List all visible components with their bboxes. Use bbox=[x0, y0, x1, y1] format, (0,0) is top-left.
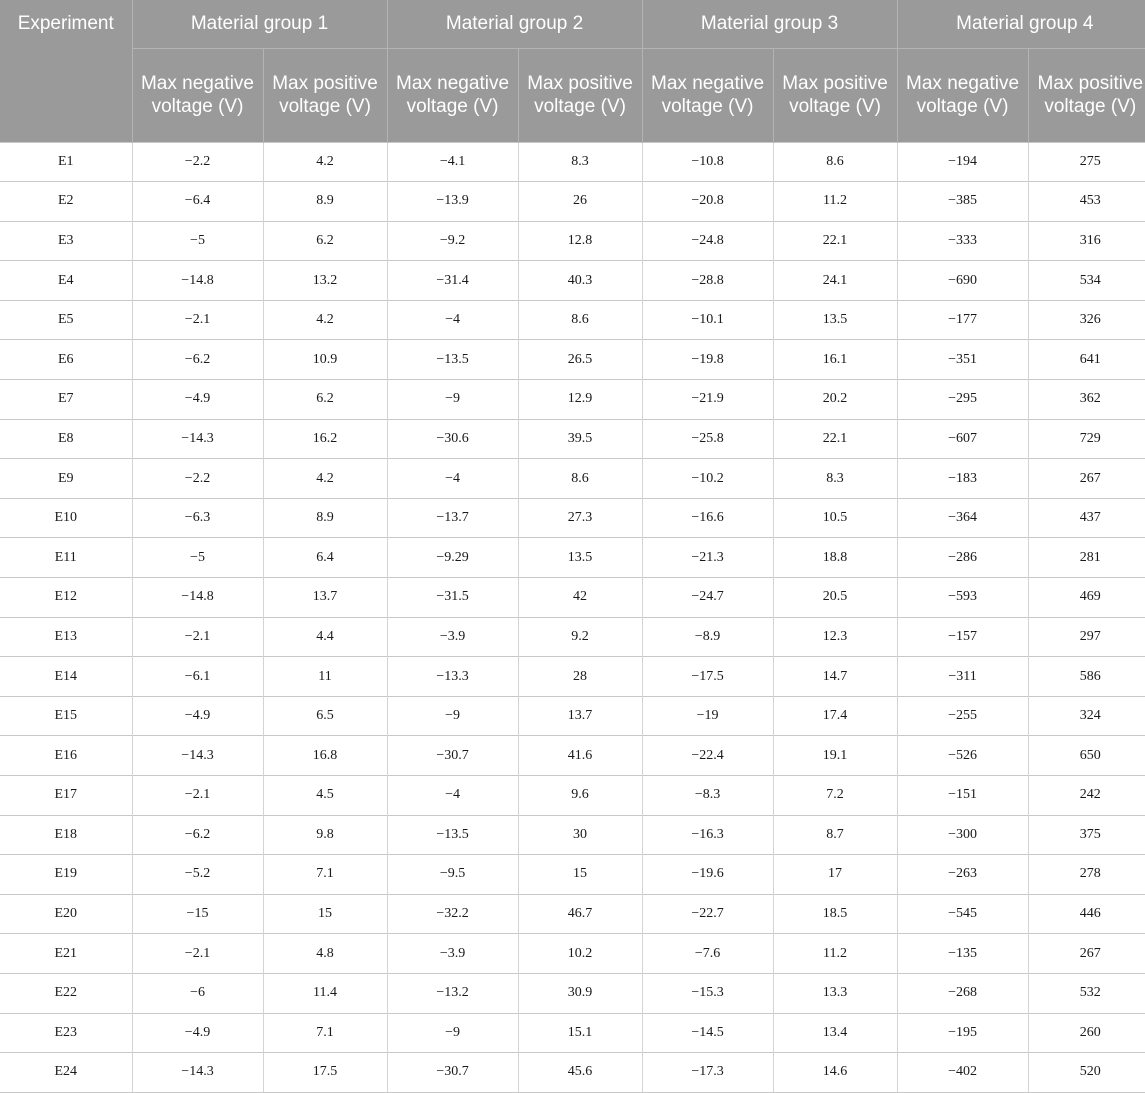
max-positive-voltage-header: Max positive voltage (V) bbox=[1028, 48, 1145, 142]
group-1-max-positive-cell: 4.2 bbox=[263, 459, 387, 499]
max-negative-voltage-header: Max negative voltage (V) bbox=[387, 48, 518, 142]
experiment-cell: E7 bbox=[0, 380, 132, 420]
group-4-max-positive-cell: 316 bbox=[1028, 221, 1145, 261]
group-2-max-positive-cell: 41.6 bbox=[518, 736, 642, 776]
group-3-max-negative-cell: −22.4 bbox=[642, 736, 773, 776]
group-3-max-positive-cell: 20.2 bbox=[773, 380, 897, 420]
group-4-max-negative-cell: −364 bbox=[897, 498, 1028, 538]
table-row bbox=[0, 419, 1145, 459]
group-4-max-positive-cell: 520 bbox=[1028, 1053, 1145, 1093]
group-1-max-positive-cell: 17.5 bbox=[263, 1053, 387, 1093]
group-4-max-positive-cell: 437 bbox=[1028, 498, 1145, 538]
group-4-max-negative-cell: −286 bbox=[897, 538, 1028, 578]
group-2-max-positive-cell: 40.3 bbox=[518, 261, 642, 301]
table-row bbox=[0, 300, 1145, 340]
group-1-max-positive-cell: 6.2 bbox=[263, 221, 387, 261]
group-3-max-positive-cell: 8.7 bbox=[773, 815, 897, 855]
group-1-max-negative-cell: −5 bbox=[132, 221, 263, 261]
group-1-max-positive-cell: 8.9 bbox=[263, 182, 387, 222]
group-4-max-negative-cell: −402 bbox=[897, 1053, 1028, 1093]
group-2-max-positive-cell: 13.7 bbox=[518, 696, 642, 736]
group-3-max-positive-cell: 14.6 bbox=[773, 1053, 897, 1093]
group-1-max-negative-cell: −2.1 bbox=[132, 300, 263, 340]
group-4-max-negative-cell: −177 bbox=[897, 300, 1028, 340]
group-4-max-negative-cell: −295 bbox=[897, 380, 1028, 420]
group-4-max-positive-cell: 729 bbox=[1028, 419, 1145, 459]
group-2-max-negative-cell: −9.2 bbox=[387, 221, 518, 261]
group-1-max-negative-cell: −14.3 bbox=[132, 419, 263, 459]
group-4-max-negative-cell: −157 bbox=[897, 617, 1028, 657]
group-1-max-positive-cell: 6.2 bbox=[263, 380, 387, 420]
group-4-max-negative-cell: −526 bbox=[897, 736, 1028, 776]
experiment-cell: E16 bbox=[0, 736, 132, 776]
group-2-max-negative-cell: −30.7 bbox=[387, 736, 518, 776]
group-2-max-negative-cell: −13.2 bbox=[387, 973, 518, 1013]
experiment-cell: E22 bbox=[0, 973, 132, 1013]
table-row bbox=[0, 340, 1145, 380]
max-negative-voltage-header: Max negative voltage (V) bbox=[642, 48, 773, 142]
group-3-max-positive-cell: 10.5 bbox=[773, 498, 897, 538]
group-3-max-positive-cell: 11.2 bbox=[773, 934, 897, 974]
experiment-cell: E4 bbox=[0, 261, 132, 301]
group-2-max-positive-cell: 9.2 bbox=[518, 617, 642, 657]
max-positive-voltage-header: Max positive voltage (V) bbox=[518, 48, 642, 142]
group-2-max-negative-cell: −9 bbox=[387, 1013, 518, 1053]
experiment-cell: E11 bbox=[0, 538, 132, 578]
header-group-row bbox=[0, 0, 1145, 48]
group-4-max-negative-cell: −690 bbox=[897, 261, 1028, 301]
group-4-max-positive-cell: 324 bbox=[1028, 696, 1145, 736]
group-4-max-positive-cell: 375 bbox=[1028, 815, 1145, 855]
max-negative-voltage-header: Max negative voltage (V) bbox=[897, 48, 1028, 142]
table-body bbox=[0, 142, 1145, 1092]
group-2-max-positive-cell: 28 bbox=[518, 657, 642, 697]
group-4-max-negative-cell: −351 bbox=[897, 340, 1028, 380]
group-3-max-positive-cell: 13.3 bbox=[773, 973, 897, 1013]
table-row bbox=[0, 142, 1145, 182]
group-2-max-negative-cell: −13.3 bbox=[387, 657, 518, 697]
group-1-max-positive-cell: 4.5 bbox=[263, 776, 387, 816]
group-4-max-positive-cell: 242 bbox=[1028, 776, 1145, 816]
group-3-max-positive-cell: 22.1 bbox=[773, 419, 897, 459]
group-1-max-positive-cell: 7.1 bbox=[263, 855, 387, 895]
group-2-max-positive-cell: 46.7 bbox=[518, 894, 642, 934]
group-3-max-negative-cell: −10.1 bbox=[642, 300, 773, 340]
group-2-max-negative-cell: −4 bbox=[387, 776, 518, 816]
group-4-max-positive-cell: 650 bbox=[1028, 736, 1145, 776]
max-positive-voltage-header: Max positive voltage (V) bbox=[773, 48, 897, 142]
group-1-max-negative-cell: −6 bbox=[132, 973, 263, 1013]
group-2-max-negative-cell: −9 bbox=[387, 380, 518, 420]
table-row bbox=[0, 261, 1145, 301]
group-1-max-negative-cell: −2.1 bbox=[132, 934, 263, 974]
table-row bbox=[0, 380, 1145, 420]
group-3-max-negative-cell: −24.7 bbox=[642, 578, 773, 618]
group-4-max-positive-cell: 267 bbox=[1028, 459, 1145, 499]
material-group-1-header: Material group 1 bbox=[132, 0, 387, 48]
group-3-max-negative-cell: −7.6 bbox=[642, 934, 773, 974]
experiment-cell: E1 bbox=[0, 142, 132, 182]
group-3-max-negative-cell: −19 bbox=[642, 696, 773, 736]
experiment-cell: E18 bbox=[0, 815, 132, 855]
group-2-max-negative-cell: −3.9 bbox=[387, 934, 518, 974]
group-3-max-negative-cell: −25.8 bbox=[642, 419, 773, 459]
experiment-cell: E23 bbox=[0, 1013, 132, 1053]
group-3-max-negative-cell: −24.8 bbox=[642, 221, 773, 261]
table-row bbox=[0, 815, 1145, 855]
table-row bbox=[0, 934, 1145, 974]
group-3-max-negative-cell: −8.9 bbox=[642, 617, 773, 657]
group-2-max-positive-cell: 8.6 bbox=[518, 300, 642, 340]
group-3-max-negative-cell: −15.3 bbox=[642, 973, 773, 1013]
group-2-max-positive-cell: 42 bbox=[518, 578, 642, 618]
group-1-max-negative-cell: −5 bbox=[132, 538, 263, 578]
group-1-max-positive-cell: 7.1 bbox=[263, 1013, 387, 1053]
experiment-header: Experiment bbox=[0, 0, 132, 142]
group-3-max-negative-cell: −22.7 bbox=[642, 894, 773, 934]
table-row bbox=[0, 1013, 1145, 1053]
group-2-max-negative-cell: −13.7 bbox=[387, 498, 518, 538]
group-2-max-negative-cell: −9 bbox=[387, 696, 518, 736]
group-3-max-negative-cell: −10.8 bbox=[642, 142, 773, 182]
group-2-max-positive-cell: 13.5 bbox=[518, 538, 642, 578]
group-1-max-negative-cell: −2.2 bbox=[132, 459, 263, 499]
group-4-max-positive-cell: 260 bbox=[1028, 1013, 1145, 1053]
group-2-max-positive-cell: 8.6 bbox=[518, 459, 642, 499]
group-3-max-negative-cell: −17.3 bbox=[642, 1053, 773, 1093]
group-2-max-positive-cell: 30 bbox=[518, 815, 642, 855]
group-3-max-negative-cell: −21.9 bbox=[642, 380, 773, 420]
group-2-max-negative-cell: −9.5 bbox=[387, 855, 518, 895]
group-1-max-negative-cell: −4.9 bbox=[132, 380, 263, 420]
group-4-max-positive-cell: 297 bbox=[1028, 617, 1145, 657]
group-1-max-positive-cell: 13.7 bbox=[263, 578, 387, 618]
group-2-max-positive-cell: 9.6 bbox=[518, 776, 642, 816]
header-sub-row bbox=[0, 48, 1145, 142]
table-row bbox=[0, 736, 1145, 776]
table-row bbox=[0, 894, 1145, 934]
group-2-max-positive-cell: 26 bbox=[518, 182, 642, 222]
group-4-max-negative-cell: −545 bbox=[897, 894, 1028, 934]
group-3-max-positive-cell: 19.1 bbox=[773, 736, 897, 776]
group-4-max-negative-cell: −268 bbox=[897, 973, 1028, 1013]
group-1-max-negative-cell: −2.1 bbox=[132, 776, 263, 816]
table-row bbox=[0, 459, 1145, 499]
group-2-max-positive-cell: 27.3 bbox=[518, 498, 642, 538]
material-group-2-header: Material group 2 bbox=[387, 0, 642, 48]
group-4-max-negative-cell: −593 bbox=[897, 578, 1028, 618]
group-1-max-positive-cell: 4.2 bbox=[263, 142, 387, 182]
group-2-max-negative-cell: −30.6 bbox=[387, 419, 518, 459]
group-4-max-positive-cell: 586 bbox=[1028, 657, 1145, 697]
group-3-max-negative-cell: −16.6 bbox=[642, 498, 773, 538]
group-3-max-negative-cell: −19.8 bbox=[642, 340, 773, 380]
group-3-max-negative-cell: −10.2 bbox=[642, 459, 773, 499]
group-1-max-negative-cell: −6.2 bbox=[132, 340, 263, 380]
group-4-max-negative-cell: −311 bbox=[897, 657, 1028, 697]
group-4-max-positive-cell: 469 bbox=[1028, 578, 1145, 618]
group-4-max-negative-cell: −183 bbox=[897, 459, 1028, 499]
group-4-max-positive-cell: 281 bbox=[1028, 538, 1145, 578]
group-2-max-positive-cell: 39.5 bbox=[518, 419, 642, 459]
group-2-max-positive-cell: 15 bbox=[518, 855, 642, 895]
group-2-max-negative-cell: −9.29 bbox=[387, 538, 518, 578]
group-3-max-positive-cell: 8.3 bbox=[773, 459, 897, 499]
group-2-max-positive-cell: 45.6 bbox=[518, 1053, 642, 1093]
group-3-max-positive-cell: 13.4 bbox=[773, 1013, 897, 1053]
group-4-max-positive-cell: 362 bbox=[1028, 380, 1145, 420]
table-row bbox=[0, 973, 1145, 1013]
group-3-max-positive-cell: 12.3 bbox=[773, 617, 897, 657]
group-4-max-negative-cell: −333 bbox=[897, 221, 1028, 261]
group-2-max-negative-cell: −4 bbox=[387, 300, 518, 340]
group-2-max-positive-cell: 30.9 bbox=[518, 973, 642, 1013]
group-3-max-positive-cell: 18.8 bbox=[773, 538, 897, 578]
group-1-max-positive-cell: 4.2 bbox=[263, 300, 387, 340]
group-3-max-positive-cell: 17.4 bbox=[773, 696, 897, 736]
group-1-max-positive-cell: 10.9 bbox=[263, 340, 387, 380]
group-4-max-negative-cell: −607 bbox=[897, 419, 1028, 459]
group-3-max-negative-cell: −28.8 bbox=[642, 261, 773, 301]
group-4-max-negative-cell: −135 bbox=[897, 934, 1028, 974]
group-2-max-negative-cell: −31.5 bbox=[387, 578, 518, 618]
group-2-max-negative-cell: −30.7 bbox=[387, 1053, 518, 1093]
group-4-max-positive-cell: 267 bbox=[1028, 934, 1145, 974]
group-1-max-positive-cell: 16.2 bbox=[263, 419, 387, 459]
group-1-max-positive-cell: 6.5 bbox=[263, 696, 387, 736]
group-4-max-positive-cell: 326 bbox=[1028, 300, 1145, 340]
experiment-cell: E2 bbox=[0, 182, 132, 222]
table-row bbox=[0, 776, 1145, 816]
experiment-cell: E14 bbox=[0, 657, 132, 697]
group-4-max-negative-cell: −195 bbox=[897, 1013, 1028, 1053]
group-1-max-positive-cell: 13.2 bbox=[263, 261, 387, 301]
table-row bbox=[0, 498, 1145, 538]
group-2-max-negative-cell: −4.1 bbox=[387, 142, 518, 182]
group-3-max-positive-cell: 24.1 bbox=[773, 261, 897, 301]
table-row bbox=[0, 696, 1145, 736]
table-row bbox=[0, 578, 1145, 618]
group-2-max-negative-cell: −32.2 bbox=[387, 894, 518, 934]
group-4-max-positive-cell: 534 bbox=[1028, 261, 1145, 301]
group-3-max-positive-cell: 7.2 bbox=[773, 776, 897, 816]
group-3-max-negative-cell: −21.3 bbox=[642, 538, 773, 578]
experiment-cell: E20 bbox=[0, 894, 132, 934]
group-3-max-positive-cell: 20.5 bbox=[773, 578, 897, 618]
material-group-3-header: Material group 3 bbox=[642, 0, 897, 48]
experiment-cell: E17 bbox=[0, 776, 132, 816]
group-3-max-negative-cell: −17.5 bbox=[642, 657, 773, 697]
group-2-max-positive-cell: 12.9 bbox=[518, 380, 642, 420]
experiment-cell: E10 bbox=[0, 498, 132, 538]
group-4-max-negative-cell: −385 bbox=[897, 182, 1028, 222]
group-2-max-positive-cell: 26.5 bbox=[518, 340, 642, 380]
group-3-max-negative-cell: −14.5 bbox=[642, 1013, 773, 1053]
group-1-max-negative-cell: −4.9 bbox=[132, 696, 263, 736]
group-2-max-negative-cell: −13.9 bbox=[387, 182, 518, 222]
experiment-cell: E9 bbox=[0, 459, 132, 499]
group-4-max-positive-cell: 641 bbox=[1028, 340, 1145, 380]
group-2-max-positive-cell: 10.2 bbox=[518, 934, 642, 974]
group-1-max-negative-cell: −2.2 bbox=[132, 142, 263, 182]
group-1-max-negative-cell: −14.8 bbox=[132, 578, 263, 618]
group-1-max-positive-cell: 8.9 bbox=[263, 498, 387, 538]
group-4-max-negative-cell: −263 bbox=[897, 855, 1028, 895]
group-1-max-negative-cell: −6.1 bbox=[132, 657, 263, 697]
group-1-max-negative-cell: −6.4 bbox=[132, 182, 263, 222]
experiment-cell: E21 bbox=[0, 934, 132, 974]
max-negative-voltage-header: Max negative voltage (V) bbox=[132, 48, 263, 142]
material-group-4-header: Material group 4 bbox=[897, 0, 1145, 48]
experiment-cell: E5 bbox=[0, 300, 132, 340]
table-header bbox=[0, 0, 1145, 142]
experiment-cell: E24 bbox=[0, 1053, 132, 1093]
group-4-max-positive-cell: 532 bbox=[1028, 973, 1145, 1013]
experiment-cell: E8 bbox=[0, 419, 132, 459]
experiment-cell: E3 bbox=[0, 221, 132, 261]
group-1-max-positive-cell: 11.4 bbox=[263, 973, 387, 1013]
group-3-max-negative-cell: −8.3 bbox=[642, 776, 773, 816]
group-1-max-negative-cell: −14.3 bbox=[132, 736, 263, 776]
table-row bbox=[0, 1053, 1145, 1093]
group-3-max-positive-cell: 22.1 bbox=[773, 221, 897, 261]
group-3-max-positive-cell: 17 bbox=[773, 855, 897, 895]
group-3-max-negative-cell: −16.3 bbox=[642, 815, 773, 855]
table-row bbox=[0, 221, 1145, 261]
group-4-max-negative-cell: −151 bbox=[897, 776, 1028, 816]
group-4-max-positive-cell: 275 bbox=[1028, 142, 1145, 182]
group-1-max-negative-cell: −4.9 bbox=[132, 1013, 263, 1053]
group-1-max-positive-cell: 4.8 bbox=[263, 934, 387, 974]
table-row bbox=[0, 855, 1145, 895]
experiment-cell: E13 bbox=[0, 617, 132, 657]
group-1-max-positive-cell: 6.4 bbox=[263, 538, 387, 578]
group-2-max-negative-cell: −3.9 bbox=[387, 617, 518, 657]
group-4-max-positive-cell: 446 bbox=[1028, 894, 1145, 934]
group-2-max-negative-cell: −13.5 bbox=[387, 340, 518, 380]
experiment-cell: E6 bbox=[0, 340, 132, 380]
table-row bbox=[0, 657, 1145, 697]
group-2-max-negative-cell: −31.4 bbox=[387, 261, 518, 301]
group-1-max-positive-cell: 11 bbox=[263, 657, 387, 697]
group-1-max-positive-cell: 4.4 bbox=[263, 617, 387, 657]
group-3-max-positive-cell: 18.5 bbox=[773, 894, 897, 934]
table-row bbox=[0, 182, 1145, 222]
group-2-max-negative-cell: −13.5 bbox=[387, 815, 518, 855]
group-1-max-negative-cell: −2.1 bbox=[132, 617, 263, 657]
group-1-max-positive-cell: 15 bbox=[263, 894, 387, 934]
group-3-max-positive-cell: 11.2 bbox=[773, 182, 897, 222]
group-1-max-positive-cell: 9.8 bbox=[263, 815, 387, 855]
group-4-max-negative-cell: −255 bbox=[897, 696, 1028, 736]
group-2-max-positive-cell: 12.8 bbox=[518, 221, 642, 261]
group-1-max-negative-cell: −15 bbox=[132, 894, 263, 934]
group-3-max-negative-cell: −20.8 bbox=[642, 182, 773, 222]
group-1-max-negative-cell: −14.8 bbox=[132, 261, 263, 301]
group-3-max-positive-cell: 8.6 bbox=[773, 142, 897, 182]
group-4-max-positive-cell: 453 bbox=[1028, 182, 1145, 222]
group-2-max-positive-cell: 15.1 bbox=[518, 1013, 642, 1053]
group-4-max-negative-cell: −300 bbox=[897, 815, 1028, 855]
group-4-max-positive-cell: 278 bbox=[1028, 855, 1145, 895]
max-positive-voltage-header: Max positive voltage (V) bbox=[263, 48, 387, 142]
experiment-cell: E19 bbox=[0, 855, 132, 895]
group-4-max-negative-cell: −194 bbox=[897, 142, 1028, 182]
group-1-max-negative-cell: −5.2 bbox=[132, 855, 263, 895]
group-3-max-negative-cell: −19.6 bbox=[642, 855, 773, 895]
group-2-max-positive-cell: 8.3 bbox=[518, 142, 642, 182]
experiment-cell: E15 bbox=[0, 696, 132, 736]
table-row bbox=[0, 538, 1145, 578]
group-3-max-positive-cell: 16.1 bbox=[773, 340, 897, 380]
group-3-max-positive-cell: 14.7 bbox=[773, 657, 897, 697]
group-1-max-positive-cell: 16.8 bbox=[263, 736, 387, 776]
group-1-max-negative-cell: −6.2 bbox=[132, 815, 263, 855]
group-1-max-negative-cell: −14.3 bbox=[132, 1053, 263, 1093]
group-1-max-negative-cell: −6.3 bbox=[132, 498, 263, 538]
group-2-max-negative-cell: −4 bbox=[387, 459, 518, 499]
table-row bbox=[0, 617, 1145, 657]
experiment-cell: E12 bbox=[0, 578, 132, 618]
group-3-max-positive-cell: 13.5 bbox=[773, 300, 897, 340]
